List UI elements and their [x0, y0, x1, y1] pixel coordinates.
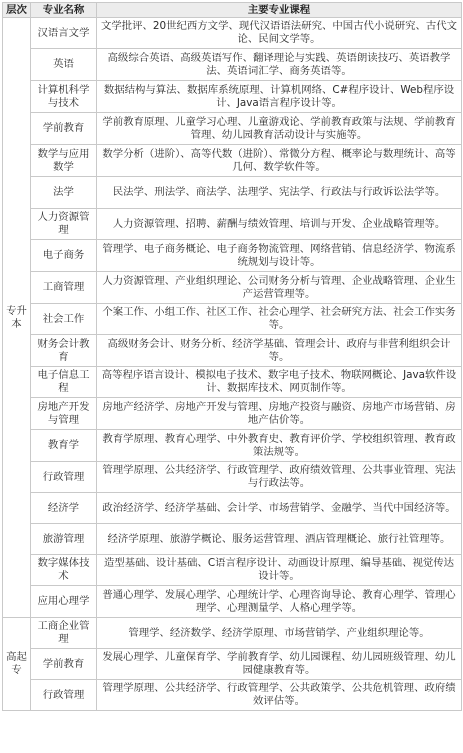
header-major: 专业名称 — [31, 3, 97, 18]
courses-cell: 管理学原理、公共经济学、行政管理学、公共政策学、公共危机管理、政府绩效评估等。 — [97, 680, 462, 711]
courses-cell: 管理学、经济数学、经济学原理、市场营销学、产业组织理论等。 — [97, 618, 462, 649]
major-cell: 学前教育 — [31, 649, 97, 680]
level-cell: 专升本 — [3, 18, 31, 618]
courses-cell: 经济学原理、旅游学概论、服务运营管理、酒店管理概论、旅行社管理等。 — [97, 524, 462, 555]
courses-cell: 房地产经济学、房地产开发与管理、房地产投资与融资、房地产市场营销、房地产估价等。 — [97, 398, 462, 430]
major-cell: 汉语言文学 — [31, 18, 97, 49]
major-cell: 行政管理 — [31, 462, 97, 493]
major-cell: 教育学 — [31, 430, 97, 462]
courses-cell: 高等程序语言设计、模拟电子技术、数字电子技术、物联网概论、Java软件设计、数据库技术、网页制作等。 — [97, 367, 462, 398]
courses-cell: 学前教育原理、儿童学习心理、儿童游戏论、学前教育政策与法规、学前教育管理、幼儿园教育活动设计与实施等。 — [97, 113, 462, 145]
table-row — [3, 18, 462, 49]
header-courses: 主要专业课程 — [97, 3, 462, 18]
major-cell: 数学与应用数学 — [31, 145, 97, 177]
major-cell: 应用心理学 — [31, 586, 97, 618]
major-cell: 工商管理 — [31, 272, 97, 304]
table-row — [3, 240, 462, 272]
courses-cell: 发展心理学、儿童保育学、学前教育学、幼儿园课程、幼儿园班级管理、幼儿园健康教育等。 — [97, 649, 462, 680]
major-cell: 英语 — [31, 49, 97, 81]
major-cell: 数字媒体技术 — [31, 555, 97, 586]
courses-cell: 造型基础、设计基础、C语言程序设计、动画设计原理、编导基础、视觉传达设计等。 — [97, 555, 462, 586]
courses-cell: 高级综合英语、高级英语写作、翻译理论与实践、英语朗读技巧、英语教学法、英语词汇学、商务英语等。 — [97, 49, 462, 81]
major-cell: 人力资源管理 — [31, 209, 97, 240]
table-row — [3, 493, 462, 524]
table-row — [3, 649, 462, 680]
courses-cell: 文学批评、20世纪西方文学、现代汉语语法研究、中国古代小说研究、古代文论、民间文学等。 — [97, 18, 462, 49]
table-row — [3, 367, 462, 398]
curriculum-table — [2, 2, 462, 711]
courses-cell: 人力资源管理、产业组织理论、公司财务分析与管理、企业战略管理、企业生产运营管理等。 — [97, 272, 462, 304]
header-row — [3, 3, 462, 18]
table-row — [3, 586, 462, 618]
courses-cell: 管理学原理、公共经济学、行政管理学、政府绩效管理、公共事业管理、宪法与行政法等。 — [97, 462, 462, 493]
major-cell: 财务会计教育 — [31, 335, 97, 367]
major-cell: 房地产开发与管理 — [31, 398, 97, 430]
table-row — [3, 177, 462, 209]
courses-cell: 数学分析（进阶）、高等代数（进阶）、常微分方程、概率论与数理统计、高等几何、数学软件等。 — [97, 145, 462, 177]
courses-cell: 政治经济学、经济学基础、会计学、市场营销学、金融学、当代中国经济等。 — [97, 493, 462, 524]
courses-cell: 民法学、刑法学、商法学、法理学、宪法学、行政法与行政诉讼法学等。 — [97, 177, 462, 209]
table-row — [3, 304, 462, 335]
major-cell: 电子商务 — [31, 240, 97, 272]
table-row — [3, 335, 462, 367]
major-cell: 工商企业管理 — [31, 618, 97, 649]
major-cell: 社会工作 — [31, 304, 97, 335]
courses-cell: 普通心理学、发展心理学、心理统计学、心理咨询导论、教育心理学、管理心理学、心理测量学、人格心理学等。 — [97, 586, 462, 618]
table-row — [3, 524, 462, 555]
table-row — [3, 113, 462, 145]
table-row — [3, 462, 462, 493]
major-cell: 法学 — [31, 177, 97, 209]
courses-cell: 数据结构与算法、数据库系统原理、计算机网络、C#程序设计、Web程序设计、Java语言程序设计等。 — [97, 81, 462, 113]
major-cell: 计算机科学与技术 — [31, 81, 97, 113]
table-row — [3, 398, 462, 430]
table-row — [3, 618, 462, 649]
major-cell: 行政管理 — [31, 680, 97, 711]
table-row — [3, 145, 462, 177]
table-row — [3, 49, 462, 81]
major-cell: 学前教育 — [31, 113, 97, 145]
table-row — [3, 272, 462, 304]
table-row — [3, 81, 462, 113]
table-row — [3, 555, 462, 586]
major-cell: 经济学 — [31, 493, 97, 524]
major-cell: 旅游管理 — [31, 524, 97, 555]
header-level: 层次 — [3, 3, 31, 18]
courses-cell: 管理学、电子商务概论、电子商务物流管理、网络营销、信息经济学、物流系统规划与设计等。 — [97, 240, 462, 272]
courses-cell: 个案工作、小组工作、社区工作、社会心理学、社会研究方法、社会工作实务等。 — [97, 304, 462, 335]
courses-cell: 人力资源管理、招聘、薪酬与绩效管理、培训与开发、企业战略管理等。 — [97, 209, 462, 240]
level-cell: 高起专 — [3, 618, 31, 711]
table-row — [3, 209, 462, 240]
courses-cell: 高级财务会计、财务分析、经济学基础、管理会计、政府与非营利组织会计等。 — [97, 335, 462, 367]
table-row — [3, 680, 462, 711]
courses-cell: 教育学原理、教育心理学、中外教育史、教育评价学、学校组织管理、教育政策法规等。 — [97, 430, 462, 462]
major-cell: 电子信息工程 — [31, 367, 97, 398]
table-row — [3, 430, 462, 462]
